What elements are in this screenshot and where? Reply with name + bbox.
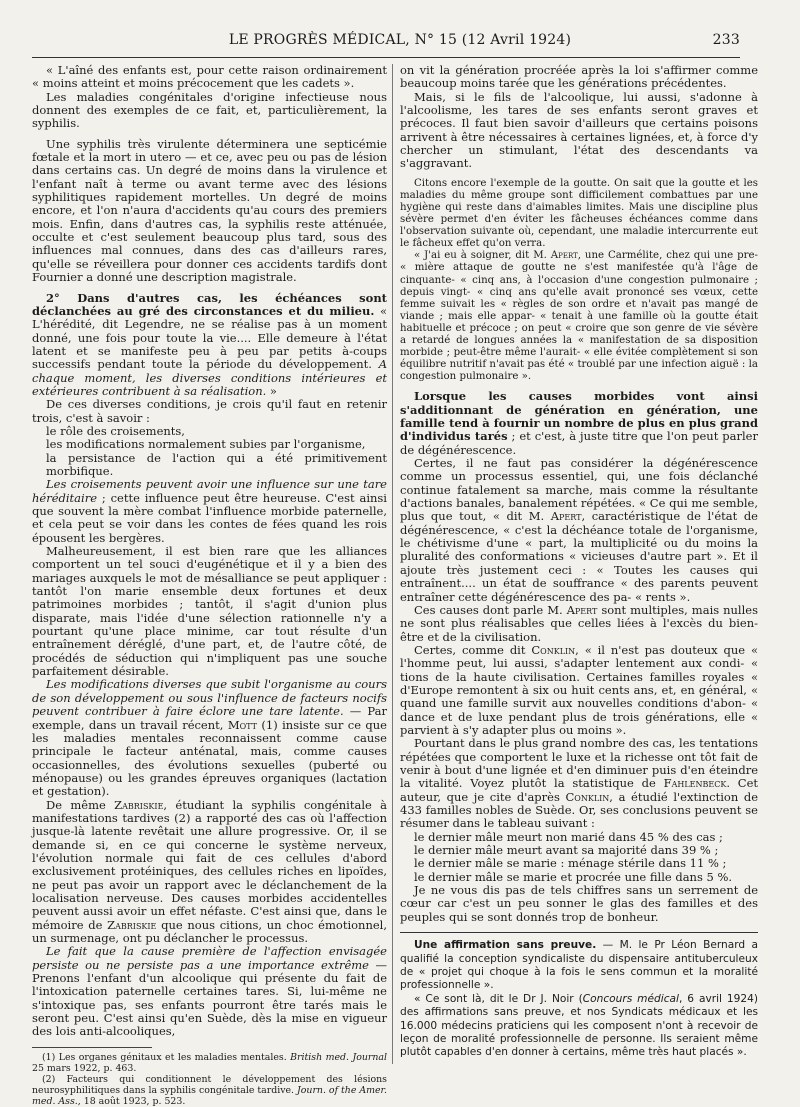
paragraph — [400, 737, 758, 830]
italic-run: Les modifications diverses que subit l'organisme au cours de son développement ou sous l'influence de facteurs nocifs peuvent contribuer à faire éclore une tare latente. — [32, 677, 387, 719]
paragraph — [32, 292, 387, 399]
text-run: , 6 avril 1924) des affirmations sans preuve, et nos Syndicats médicaux et les 16.000 médecins praticiens qui les composent n'ont à recevoir de leçon de moralité professionnelle de personne. Ils seraient même plutôt capables d'en donner à certains, même très haut placés ». — [400, 992, 759, 1059]
left-column — [32, 63, 388, 1107]
footnote — [32, 1052, 387, 1074]
news-heading: Une affirmation sans preuve. — [414, 939, 597, 952]
text-run: , étudiant la syphilis congénitale à manifestations tardives (2) a rapporté des cas où l'affection jusque-là latente revêtait une allure progressive. Or, il se demande si, en ce qui concerne le système nerveux, l'évolution normale qui fait de ces cellules d'abord exclusivement protéiniques, des cellules riches en lipoïdes, ne peut pas avoir un rapport avec le déclanchement de la localisation nerveuse. Des causes morbides accidentelles peuvent aussi avoir un effet néfaste. C'est ainsi que, dans le mémoire de — [32, 797, 387, 932]
list-item: le rôle des croisements, — [46, 423, 185, 438]
list-item: le dernier mâle se marie : ménage stérile dans 11 % ; — [414, 856, 727, 871]
section-rule — [400, 932, 758, 933]
italic-run: Le fait que la cause première de l'affection envisagée persiste ou ne persiste pas a une importance extrême — [32, 944, 387, 972]
text-run: « L'hérédité, dit Legendre, ne se réalise pas à un moment donné, une fois pour toute la vie.... Elle demeure à l'état latent et se manifeste peu à peu par petits à-coups successifs pendant toute la période du développement. — [32, 303, 387, 372]
page-number: 233 — [712, 32, 740, 48]
text-run: , caractéristique de l'état de dégénérescence, « c'est la déchéance totale de l'organisme, le chétivisme d'une « part, la multiplicité ou du moins la pluralité des conformations « vicieuses d'autre part ». Et il ajoute très justement ceci : « Toutes les causes qui entraînent.... un état de souffrance « des parents peuvent entraîner cette dégénérescence des pa- « rents ». — [400, 509, 758, 604]
paragraph: Je ne vous dis pas de tels chiffres sans un serrement de cœur car c'est un peu sonner le glas des familles et des peuples qui se sont donnés trop de bonheur. — [400, 883, 758, 924]
author-name: Conklin — [565, 789, 610, 804]
paragraph: Mais, si le fils de l'alcoolique, lui aussi, s'adonne à l'alcoolisme, les tares de ses enfants seront graves et précoces. Il faut bien savoir d'ailleurs que certains poisons arrivent à être nécessaires à certaines lignées, et, à force d'y chercher un stimulant, l'état des descendants va s'aggravant. — [400, 89, 758, 171]
text-run: (1) insiste sur ce que les maladies mentales reconnaissent comme cause principale le facteur anténatal, mais, comme causes occasionnelles, des évolutions sexuelles (puberté ou ménopause) ou les grandes épreuves organiques (lactation et gestation). — [32, 717, 387, 799]
text-run: — Par exemple, dans un travail récent, — [32, 704, 387, 732]
news-item — [400, 993, 758, 1060]
text-run: sont multiples, mais nulles ne sont plus réalisables que celles liées à l'excès du bien-être et de la civilisation. — [400, 602, 758, 644]
list-item: la persistance de l'action qui a été primitivement morbifique. — [46, 450, 387, 478]
author-name: Zabriskie — [107, 917, 157, 932]
paragraph: « L'aîné des enfants est, pour cette raison ordinairement « moins atteint et moins précocement que les cadets ». — [32, 63, 387, 91]
text-run: — M. le Pr Léon Bernard a qualifié la conception syndicaliste du dispensaire antituberculeux de « projet qui choque à la fois le sens commun et la moralité professionnelle ». — [400, 939, 758, 992]
author-name: Apert — [550, 509, 582, 524]
paragraph — [400, 457, 758, 604]
text-run: . Cet auteur, que je cite d'après — [400, 776, 759, 804]
news-item — [400, 939, 758, 993]
italic-run: A chaque moment, les diverses conditions intérieures et extérieures contribuent à sa réalisation. — [32, 357, 387, 398]
running-header — [60, 30, 740, 56]
text-run: Ces causes dont parle M. — [414, 602, 567, 617]
paragraph: on vit la génération procréée après la loi s'affirmer comme beaucoup moins tarée que les générations précédentes. — [400, 63, 758, 91]
paragraph: De ces diverses conditions, je crois qu'il faut en retenir trois, c'est à savoir : — [32, 397, 387, 425]
footnote-rule — [32, 1047, 152, 1048]
paragraph — [400, 390, 758, 457]
text-run: , a étudié l'extinction de 433 familles nobles de Suède. Or, ses conclusions peuvent se résumer dans le tableau suivant : — [400, 789, 759, 831]
text-run: De même — [46, 797, 115, 812]
text-run: — Prenons l'enfant d'un alcoolique qui présente du fait de l'intoxication paternelle certaines tares. Si, lui-même ne s'intoxique pas, ses enfants pourront être tarés mais le seront peu. C'est ainsi qu'en Suède, dès la mise en vigueur des lois anti-alcooliques, — [32, 957, 388, 1039]
paragraph — [32, 799, 387, 946]
text-run: (2) Facteurs qui conditionnent le développement des lésions neurosyphilitiques dans la syphilis congénitale tardive. — [32, 1073, 387, 1096]
paragraph — [400, 604, 758, 644]
paragraph: Une syphilis très virulente déterminera une septicémie fœtale et la mort in utero — et ce, avec peu ou pas de lésion dans certains cas. Un degré de moins dans la virulence et l'enfant naît à terme ou avant terme avec des lésions syphilitiques rapidement mortelles. Un degré de moins encore, et l'on n'aura d'accidents qu'au cours des premiers mois. Enfin, dans d'autres cas, la syphilis reste atténuée, occulte et c'est seulement beaucoup plus tard, sous des influences mal connues, dans des cas d'ailleurs rares, qu'elle se réveillera pour donner ces accidents tardifs dont Fournier a donné une description magistrale. — [32, 136, 387, 285]
list-item: le dernier mâle se marie et procrée une fille dans 5 %. — [414, 869, 733, 884]
journal-title: LE PROGRÈS MÉDICAL, N° 15 (12 Avril 1924) — [228, 32, 572, 48]
text-run: que nous citions, un choc émotionnel, un surmenage, ont pu déclancher le processus. — [32, 917, 387, 945]
text-run: » — [266, 383, 277, 398]
italic-run: Journ. of the Amer. med. Ass. — [32, 1084, 387, 1107]
right-column — [400, 64, 758, 1076]
text-run: ; et c'est, à juste titre que l'on peut parler de dégénérescence. — [400, 429, 758, 457]
small-paragraph: Citons encore l'exemple de la goutte. On sait que la goutte et les maladies du même groupe sont difficilement combattues par une hygiène qui reste dans d'aimables limites. Mais une discipline plus sévère permet d'en éviter les fâcheuses échéances comme dans l'observation suivante où, cependant, une maladie intercurrente eut le fâcheux effet qu'on verra. — [400, 177, 758, 250]
bold-run: Lorsque les causes morbides vont ainsi s'additionnant de génération en génération, une famille tend à fournir un nombre de plus en plus grand d'individus tarés — [400, 389, 758, 444]
author-name: Apert — [550, 250, 578, 262]
paragraph — [32, 945, 387, 1038]
text-run: Certes, comme dit — [414, 642, 532, 657]
paragraph — [32, 678, 387, 798]
author-name: Mott — [227, 717, 257, 732]
text-run: « J'ai eu à soigner, dit M. — [414, 250, 551, 262]
italic-run: British med. Journal — [290, 1051, 387, 1063]
text-run: Certes, il ne faut pas considérer la dégénérescence comme un processus essentiel, qui, une fois déclanché continue fatalement sa marche, mais comme la résultante d'actions banales, banalement répétées. « Ce qui me semble, plus que tout, « dit M. — [400, 456, 758, 524]
column-divider — [392, 64, 393, 1064]
text-run: , 18 août 1923, p. 523. — [77, 1095, 186, 1107]
text-run: , une Carmélite, chez qui une pre- « mière attaque de goutte ne s'est manifestée qu'à l'âge de cinquante- « cinq ans, à l'occasion d'une congestion pulmonaire ; depuis vingt- « cinq ans qu'elle avait prononcé ses vœux, cette femme suivait les « règles de son ordre et n'avait pas mangé de viande ; mais elle appar- « tenait à une famille où la goutte était habituelle et précoce ; on peut « croire que son genre de vie sévère a retardé de longues années la « manifestation de sa disposition morbide ; peut-être même l'aurait- « elle évitée complètement si son équilibre nutritif n'avait pas été « troublé par une infection aiguë : la congestion pulmonaire ». — [400, 250, 758, 383]
text-run: , « il n'est pas douteux que « l'homme peut, lui aussi, s'adapter lentement aux condi- « tions de la haute civilisation. Certaines familles royales « d'Europe remontent à six ou huit cents ans, et, en général, « quand une famille survit aux nouvelles conditions d'abon- « dance et de luxe pendant plus de trois générations, elle « parvient à s'y adapter plus ou moins ». — [400, 642, 758, 737]
list-item: le dernier mâle meurt non marié dans 45 % des cas ; — [414, 829, 723, 844]
author-name: Apert — [566, 602, 598, 617]
section-lead: 2° Dans d'autres cas, les échéances sont déclanchées au gré des circonstances et du milieu. — [32, 290, 387, 318]
text-run: ; cette influence peut être heureuse. C'est ainsi que souvent la mère combat l'influence morbide paternelle, et cela peut se voir dans les contes de fées quand les rois épousent les bergères. — [32, 490, 387, 545]
header-rule — [32, 57, 740, 58]
author-name: Conklin — [531, 642, 576, 657]
paragraph — [400, 644, 758, 737]
quotation — [400, 250, 758, 383]
list-item: les modifications normalement subies par l'organisme, — [46, 437, 366, 452]
paragraph: Les maladies congénitales d'origine infectieuse nous donnent des exemples de ce fait, et, particulièrement, la syphilis. — [32, 89, 387, 131]
text-run: « Ce sont là, dit le Dr J. Noir ( — [414, 992, 583, 1005]
list-item: le dernier mâle meurt avant sa majorité dans 39 % ; — [414, 843, 719, 858]
text-run: (1) Les organes génitaux et les maladies mentales. — [42, 1051, 291, 1063]
italic-run: Les croisements peuvent avoir une influence sur une tare héréditaire — [32, 477, 387, 505]
footnote — [32, 1074, 387, 1107]
paragraph — [32, 478, 387, 545]
author-name: Zabriskie — [114, 797, 164, 812]
text-run: 25 mars 1922, p. 463. — [32, 1062, 137, 1074]
author-name: Fahlenbeck — [663, 776, 727, 791]
paragraph: Malheureusement, il est bien rare que les alliances comportent un tel souci d'eugénétique et il y a bien des mariages auxquels le mot de mésalliance se peut appliquer : tantôt l'on marie ensemble deux fortunes et deux patrimoines morbides ; tantôt, il s'agit d'union plus disparate, mais l'idée d'une sélection rationnelle n'y a pourtant qu'une place minime, car tout résulte d'un entraînement déréglé, d'une part, et, de l'autre côté, de procédés de séduction qui n'impliquent pas une souche parfaitement désirable. — [32, 544, 387, 679]
italic-run: Concours médical — [582, 992, 679, 1005]
text-run: Pourtant dans le plus grand nombre des cas, les tentations répétées que comportent le luxe et la richesse ont tôt fait de venir à bout d'une lignée et d'en diminuer puis d'en éteindre la vitalité. Voyez plutôt la statistique de — [400, 736, 758, 791]
